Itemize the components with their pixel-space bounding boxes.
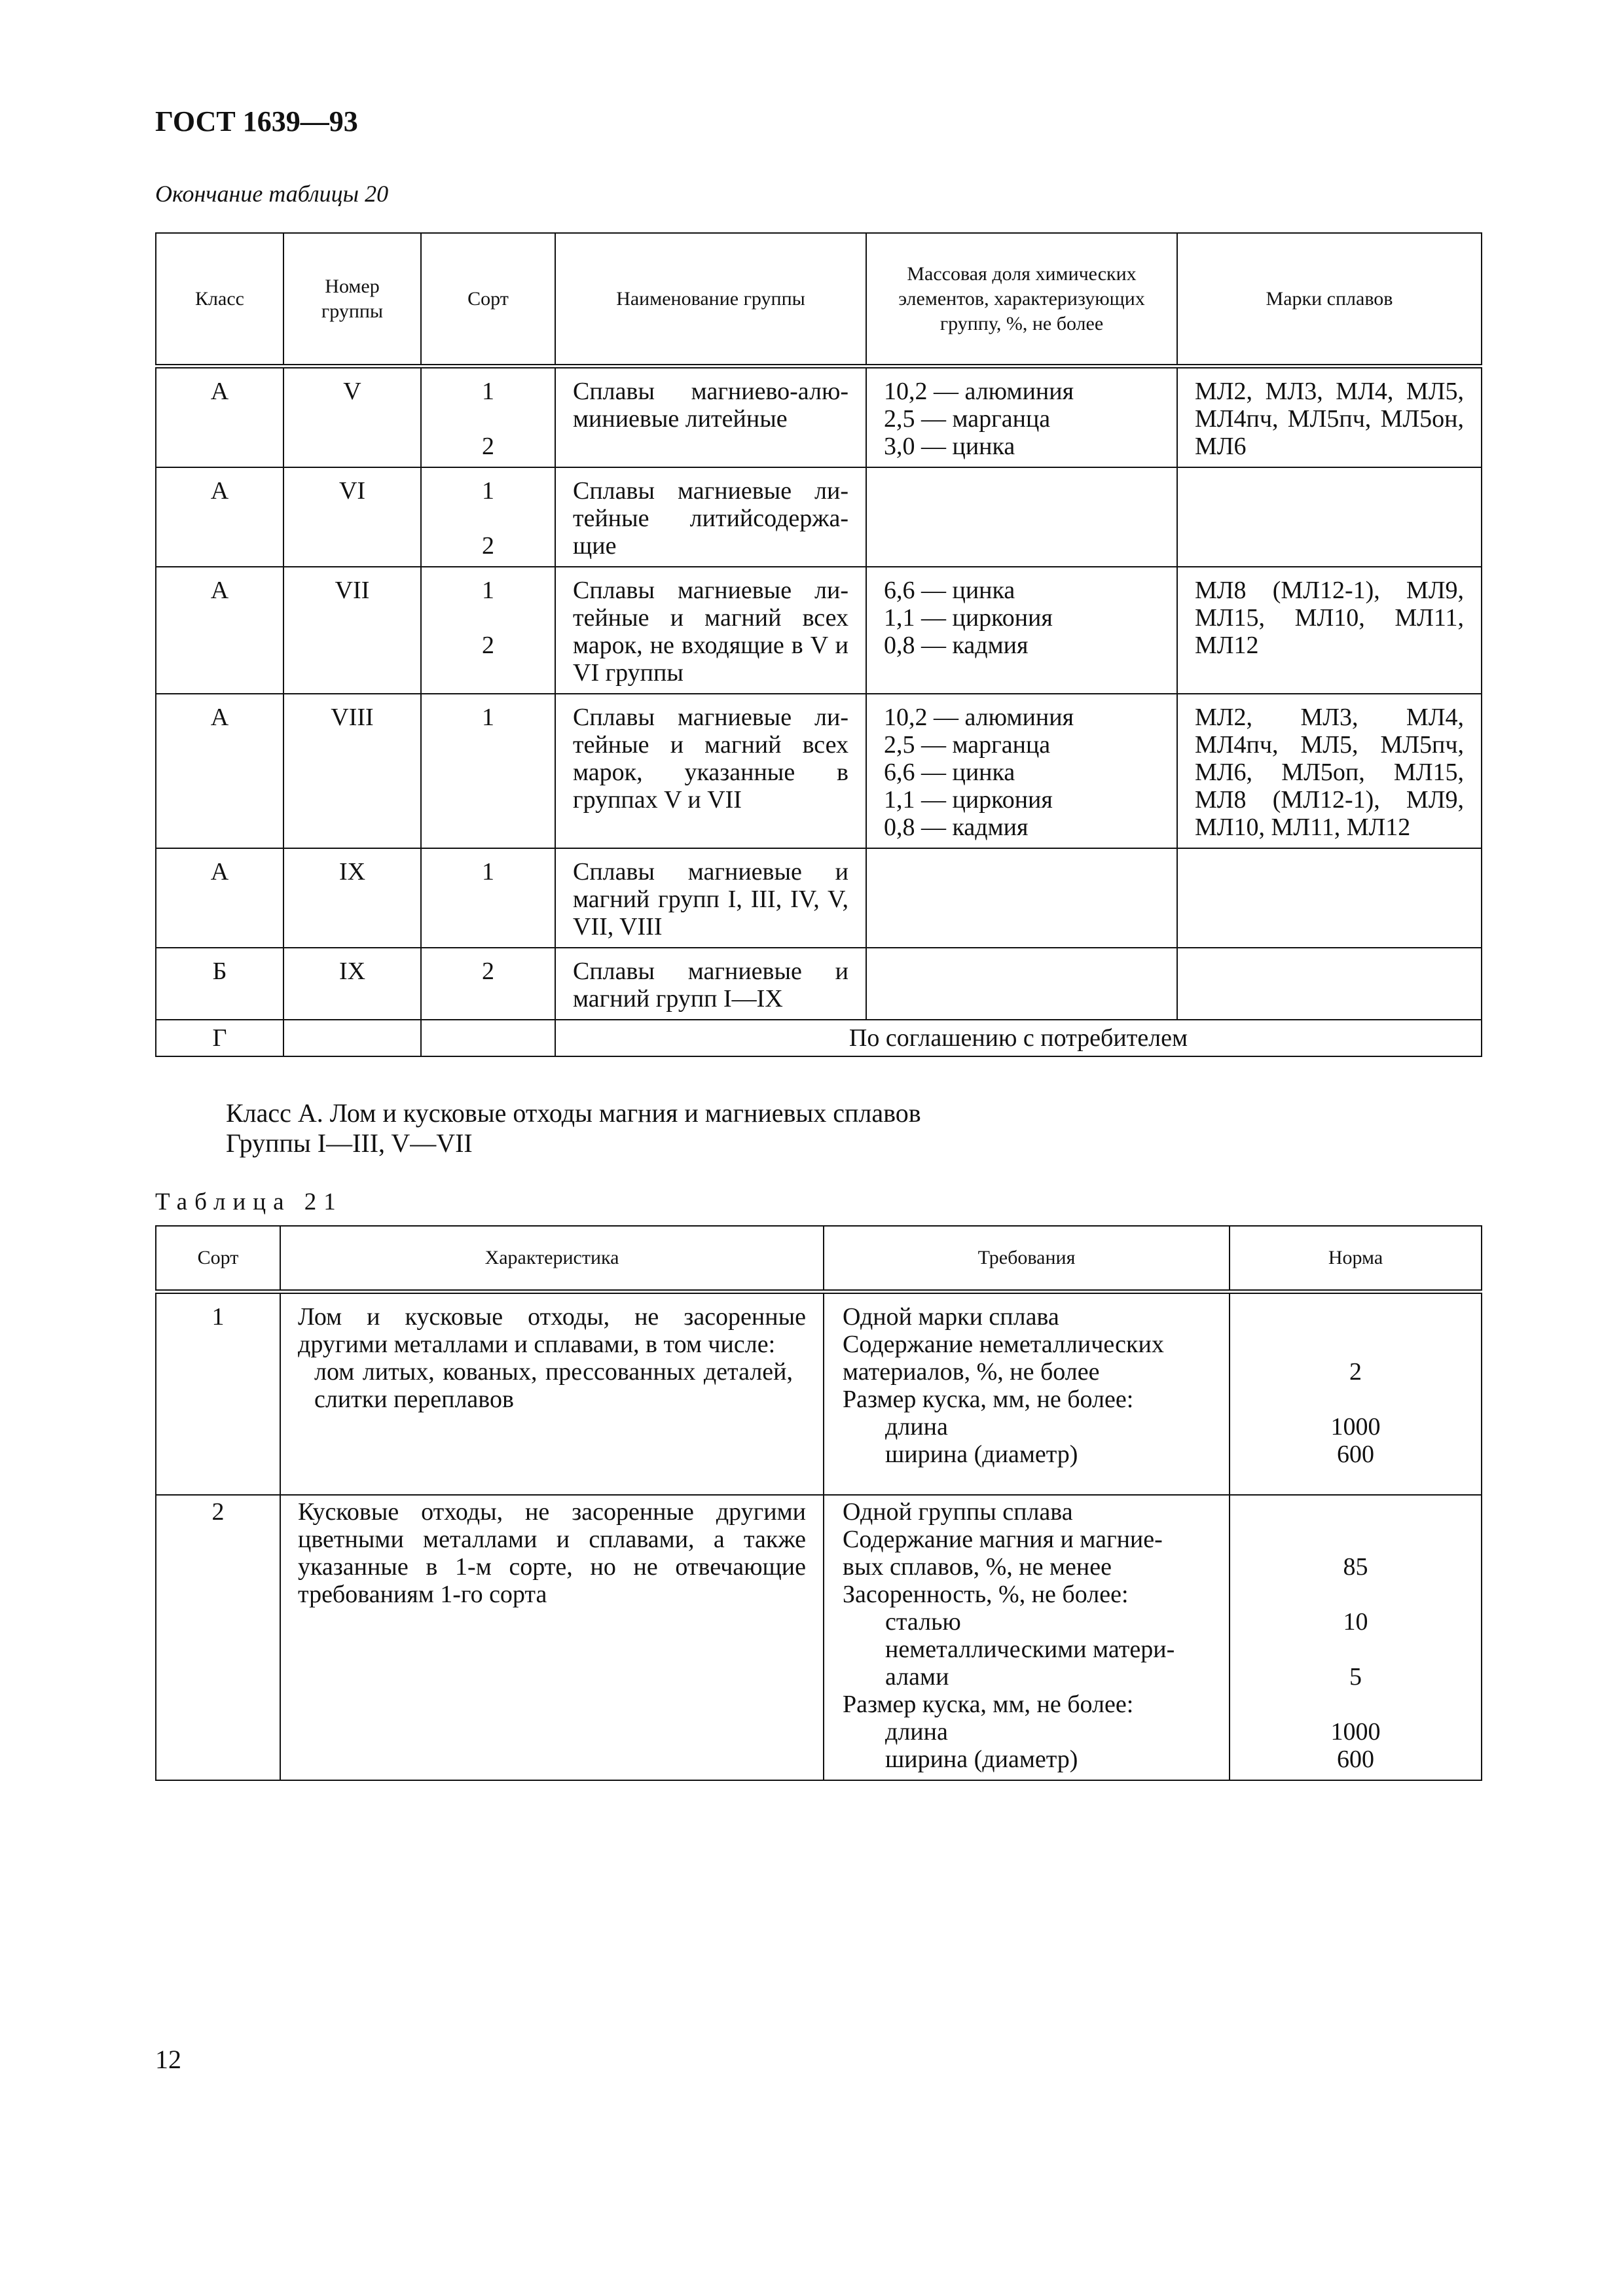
col-header-marks: Марки сплавов — [1177, 233, 1482, 367]
col-header-sort: Сорт — [156, 1226, 280, 1292]
alloy-marks: МЛ2, МЛ3, МЛ4, МЛ5, МЛ4пч, МЛ5пч, МЛ5он, МЛ6 — [1195, 378, 1464, 460]
alloy-marks — [1178, 468, 1481, 484]
alloy-marks-cell — [1177, 948, 1482, 1020]
mass-list — [867, 948, 1176, 964]
table-row — [156, 948, 1482, 1020]
group-name-cell — [555, 948, 866, 1020]
requirement-line: вых сплавов, %, не менее — [843, 1553, 1112, 1581]
requirement-line: Содержание неметаллических — [843, 1331, 1164, 1358]
group-cell: VII — [283, 567, 421, 694]
mass-list — [867, 468, 1176, 484]
table-row — [156, 567, 1482, 694]
col-header-group — [283, 233, 421, 367]
mass-value: 1,1 — циркония — [884, 604, 1053, 632]
mass-cell — [866, 694, 1177, 848]
sort-value: 1 — [482, 378, 494, 405]
characteristic-cell — [280, 1292, 824, 1496]
sort-value: 1 — [482, 577, 494, 604]
group-cell: IX — [283, 848, 421, 948]
requirement-line: сталью — [885, 1608, 961, 1636]
agreement-cell: По соглашению с потребителем — [555, 1020, 1482, 1056]
norm-value: 1000 — [1330, 1718, 1381, 1746]
mass-list — [867, 567, 1176, 666]
requirement-line: Размер куска, мм, не более: — [843, 1691, 1134, 1718]
sort-value: 1 — [482, 704, 494, 731]
klass-cell: А — [156, 848, 283, 948]
col-header-sort: Сорт — [421, 233, 555, 367]
table-row-last — [156, 1020, 1482, 1056]
characteristic — [281, 1496, 823, 1615]
requirement-line: Засоренность, %, не более: — [843, 1581, 1129, 1608]
norms — [1230, 1294, 1481, 1494]
norm-value: 600 — [1337, 1746, 1374, 1773]
group-name: Сплавы магниево-алю-миниевые литейные — [573, 378, 848, 433]
mass-cell — [866, 567, 1177, 694]
group-name-cell — [555, 567, 866, 694]
requirement-line: длина — [885, 1413, 948, 1441]
alloy-marks-cell — [1177, 694, 1482, 848]
alloy-marks: МЛ2, МЛ3, МЛ4, МЛ4пч, МЛ5, МЛ5пч, МЛ6, МЛ5оп, МЛ15, МЛ8 (МЛ12-1), МЛ9, МЛ10, МЛ11, МЛ12 — [1195, 704, 1464, 841]
mass-cell — [866, 467, 1177, 567]
norm-value — [1230, 1386, 1481, 1413]
norm-value — [1230, 1526, 1481, 1553]
norm-value: 85 — [1343, 1553, 1368, 1581]
characteristic-subtext: лом литых, кованых, прессованных деталей, слитки переплавов — [314, 1358, 793, 1413]
requirement-line: ширина (диаметр) — [885, 1441, 1078, 1468]
characteristic-text: Лом и кусковые отходы, не засоренные другими металлами и сплавами, в том числе: — [298, 1303, 806, 1358]
col-header-mass-text: Массовая доля химических элементов, характеризующих группу, %, не более — [898, 262, 1145, 334]
sort-cell — [421, 694, 555, 848]
norm-value — [1230, 1303, 1481, 1331]
alloy-marks-cell — [1177, 848, 1482, 948]
norm-cell — [1230, 1292, 1482, 1496]
sort-cell: 2 — [156, 1495, 280, 1780]
empty-cell — [283, 1020, 421, 1056]
group-cell: IX — [283, 948, 421, 1020]
alloy-marks — [1178, 849, 1481, 865]
section-title-line2: Группы I—III, V—VII — [226, 1128, 473, 1158]
mass-value: 10,2 — алюминия — [884, 378, 1074, 405]
sort-cell — [421, 567, 555, 694]
sort-cell — [421, 367, 555, 468]
table-row — [156, 1292, 1482, 1496]
table20-header-row — [156, 233, 1482, 367]
requirements — [824, 1294, 1229, 1494]
section-title-line1: Класс А. Лом и кусковые отходы магния и магниевых сплавов — [226, 1098, 921, 1128]
klass-cell: А — [156, 367, 283, 468]
characteristic-text: Кусковые отходы, не засоренные другими цветными металлами и сплавами, а также указанные в 1-м сорте, но не отвечающие требованиям 1-го сорта — [298, 1498, 806, 1608]
klass-cell: Б — [156, 948, 283, 1020]
group-name: Сплавы магниевые и магний групп I—IX — [573, 958, 848, 1013]
mass-value: 1,1 — циркония — [884, 786, 1053, 814]
table21-caption: Таблица 21 — [155, 1189, 343, 1215]
table-21 — [155, 1225, 1482, 1781]
sort-cell — [421, 848, 555, 948]
section-title — [226, 1098, 921, 1158]
norm-cell — [1230, 1495, 1482, 1780]
mass-value: 0,8 — кадмия — [884, 632, 1029, 659]
document-header: ГОСТ 1639—93 — [155, 105, 358, 137]
table21-header-row — [156, 1226, 1482, 1292]
requirements-cell — [824, 1292, 1230, 1496]
mass-value: 0,8 — кадмия — [884, 814, 1029, 841]
col-header-group-text: Номер группы — [321, 275, 384, 322]
mass-value: 2,5 — марганца — [884, 405, 1051, 433]
requirement-line: материалов, %, не более — [843, 1358, 1100, 1386]
col-header-name: Наименование группы — [555, 233, 866, 367]
sort-value: 2 — [482, 632, 494, 659]
norm-value — [1230, 1581, 1481, 1608]
alloy-marks: МЛ8 (МЛ12-1), МЛ9, МЛ15, МЛ10, МЛ11, МЛ12 — [1195, 577, 1464, 659]
klass-cell: Г — [156, 1020, 283, 1056]
col-header-requirements: Требования — [824, 1226, 1230, 1292]
sort-value: 1 — [482, 858, 494, 886]
characteristic-cell — [280, 1495, 824, 1780]
table21-body — [156, 1292, 1482, 1781]
sort-cell: 1 — [156, 1292, 280, 1496]
group-cell: V — [283, 367, 421, 468]
norm-value — [1230, 1331, 1481, 1358]
norm-value — [1230, 1636, 1481, 1663]
requirements-cell — [824, 1495, 1230, 1780]
group-name: Сплавы магниевые ли-тейные литийсодержа-щие — [573, 477, 848, 560]
mass-list — [867, 694, 1176, 848]
page-number: 12 — [155, 2045, 181, 2074]
group-name-cell — [555, 367, 866, 468]
group-cell: VIII — [283, 694, 421, 848]
group-name: Сплавы магниевые и магний групп I, III, IV, V, VII, VIII — [573, 858, 848, 941]
requirement-line: Одной группы сплава — [843, 1498, 1073, 1526]
klass-cell: А — [156, 567, 283, 694]
sort-cell — [421, 948, 555, 1020]
mass-value: 6,6 — цинка — [884, 759, 1015, 786]
table-row — [156, 848, 1482, 948]
col-header-klass: Класс — [156, 233, 283, 367]
group-name-cell — [555, 848, 866, 948]
requirement-line: ширина (диаметр) — [885, 1746, 1078, 1773]
requirement-line: Одной марки сплава — [843, 1303, 1059, 1331]
characteristic — [281, 1294, 823, 1420]
requirement-line: неметаллическими матери- — [885, 1636, 1175, 1663]
table-20 — [155, 232, 1482, 1057]
sort-value: 2 — [482, 532, 494, 560]
norm-value — [1230, 1498, 1481, 1526]
norm-value: 5 — [1349, 1663, 1362, 1691]
sort-value: 1 — [482, 477, 494, 505]
alloy-marks-cell — [1177, 367, 1482, 468]
group-name: Сплавы магниевые ли-тейные и магний всех марок, указанные в группах V и VII — [573, 704, 848, 814]
sort-value: 2 — [482, 958, 494, 985]
sort-value: 2 — [482, 433, 494, 460]
alloy-marks-cell — [1177, 567, 1482, 694]
mass-list — [867, 368, 1176, 467]
mass-value: 10,2 — алюминия — [884, 704, 1074, 731]
norm-value: 1000 — [1330, 1413, 1381, 1441]
table-row — [156, 694, 1482, 848]
group-name: Сплавы магниевые ли-тейные и магний всех марок, не входящие в V и VI группы — [573, 577, 848, 687]
group-cell: VI — [283, 467, 421, 567]
requirement-line: длина — [885, 1718, 948, 1746]
col-header-mass — [866, 233, 1177, 367]
requirements — [824, 1496, 1229, 1780]
mass-value: 2,5 — марганца — [884, 731, 1051, 759]
empty-cell — [421, 1020, 555, 1056]
alloy-marks-cell — [1177, 467, 1482, 567]
table-row — [156, 467, 1482, 567]
requirement-line: Размер куска, мм, не более: — [843, 1386, 1134, 1413]
mass-value: 3,0 — цинка — [884, 433, 1015, 460]
mass-cell — [866, 848, 1177, 948]
mass-list — [867, 849, 1176, 865]
mass-cell — [866, 367, 1177, 468]
table-row — [156, 1495, 1482, 1780]
col-header-characteristic: Характеристика — [280, 1226, 824, 1292]
norm-value: 2 — [1349, 1358, 1362, 1386]
col-header-norm: Норма — [1230, 1226, 1482, 1292]
table20-body — [156, 367, 1482, 1057]
group-name-cell — [555, 694, 866, 848]
klass-cell: А — [156, 694, 283, 848]
norm-value: 10 — [1343, 1608, 1368, 1636]
klass-cell: А — [156, 467, 283, 567]
requirement-line: Содержание магния и магние- — [843, 1526, 1163, 1553]
norm-value — [1230, 1691, 1481, 1718]
group-name-cell — [555, 467, 866, 567]
table20-caption: Окончание таблицы 20 — [155, 181, 389, 207]
mass-cell — [866, 948, 1177, 1020]
norms — [1230, 1496, 1481, 1780]
sort-cell — [421, 467, 555, 567]
requirement-line: алами — [885, 1663, 949, 1691]
norm-value: 600 — [1337, 1441, 1374, 1468]
alloy-marks — [1178, 948, 1481, 964]
mass-value: 6,6 — цинка — [884, 577, 1015, 604]
table-row — [156, 367, 1482, 468]
